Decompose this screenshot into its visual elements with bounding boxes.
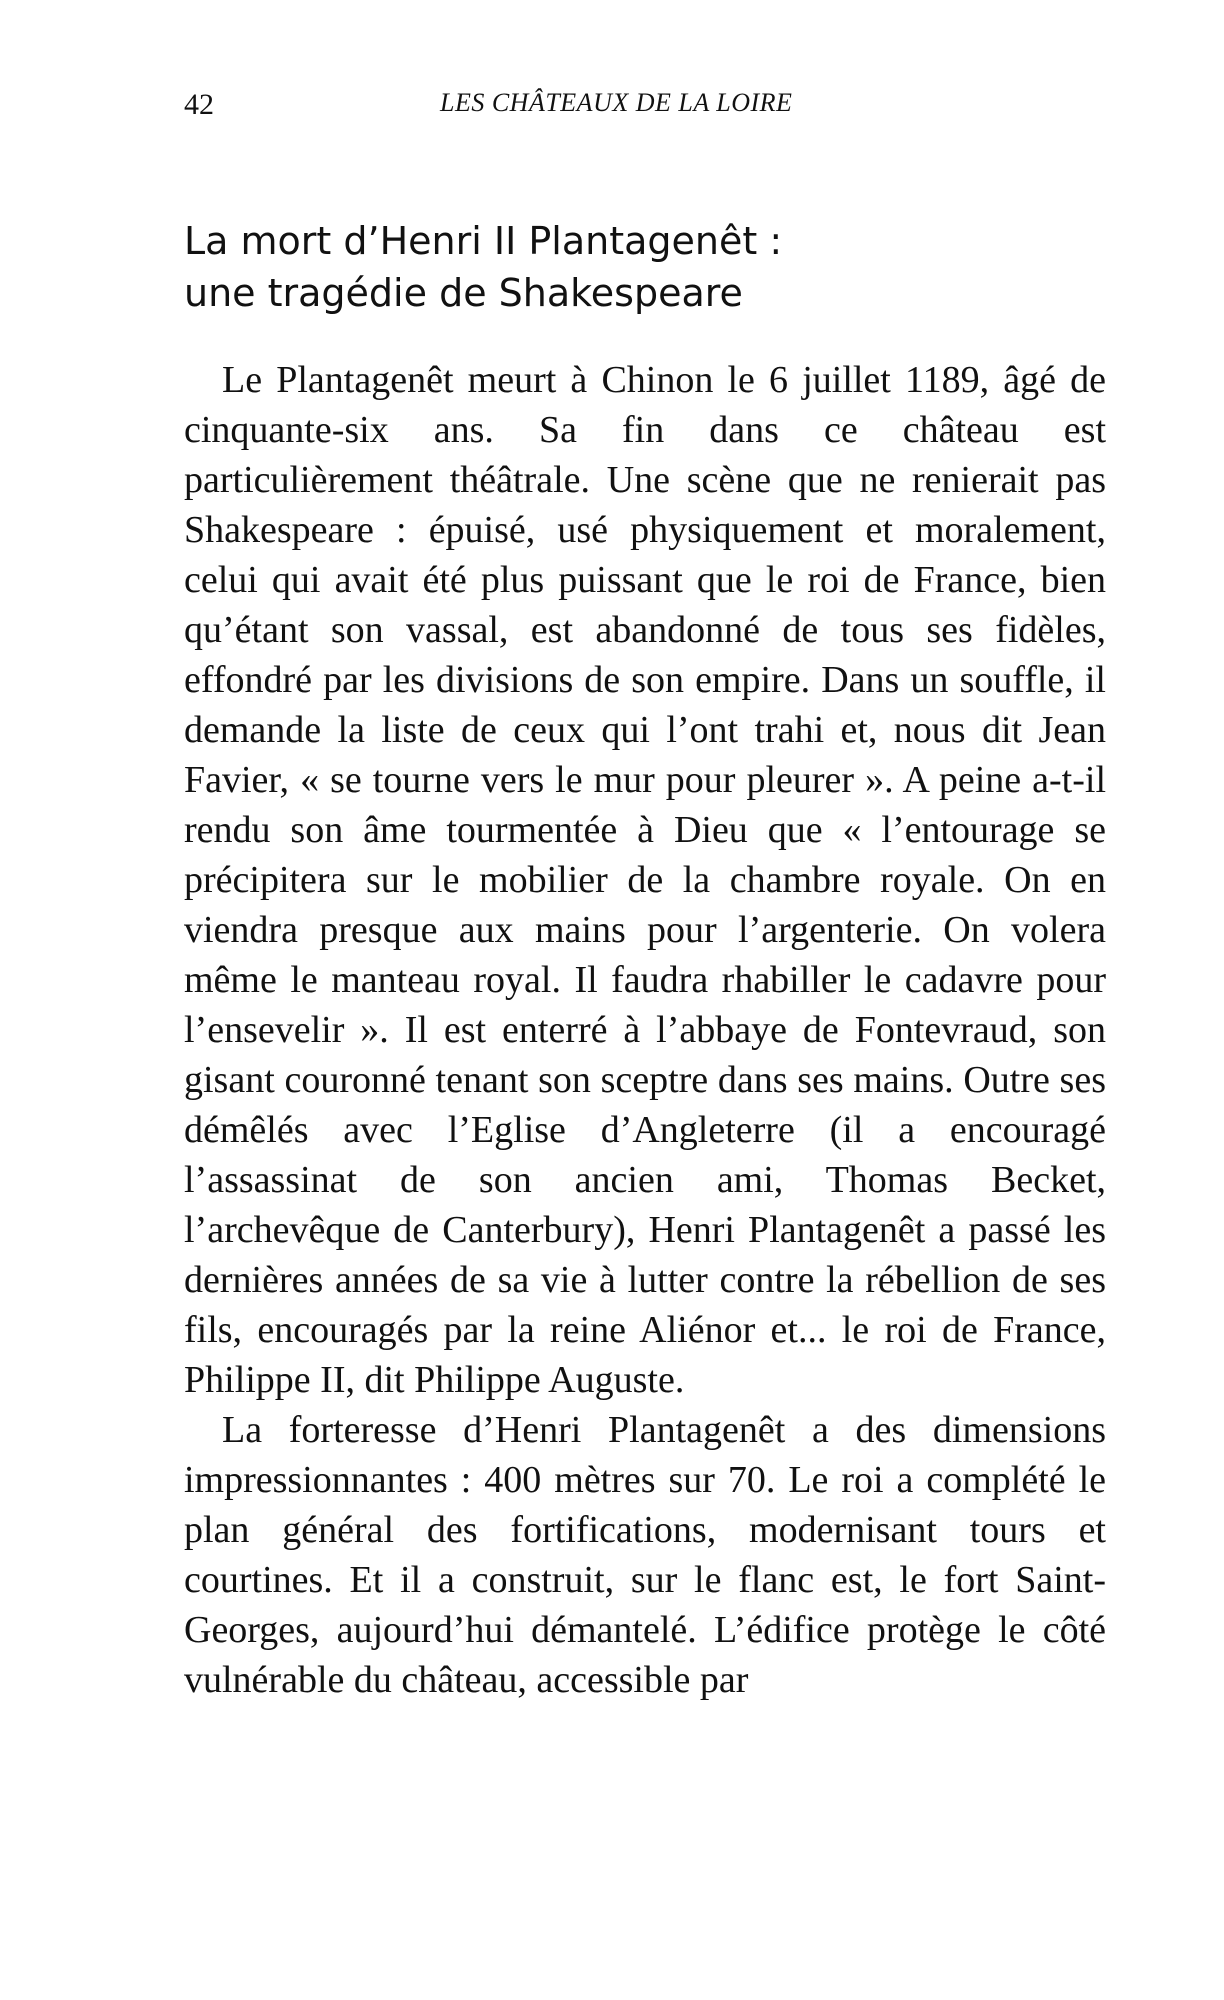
paragraph: Le Plantagenêt meurt à Chinon le 6 juillet 1189, âgé de cinquante-six ans. Sa fin dans ce château est particulièrement théâtrale. Une scène que ne renierait pas Shakespeare : épuisé, usé physiquement et moralement, celui qui avait été plus puissant que le roi de France, bien qu’étant son vassal, est abandonné de tous ses fidèles, effondré par les divisions de son empire. Dans un souffle, il demande la liste de ceux qui l’ont trahi et, nous dit Jean Favier, « se tourne vers le mur pour pleurer ». A peine a-t-il rendu son âme tourmentée à Dieu que « l’entourage se précipitera sur le mobilier de la chambre royale. On en viendra presque aux mains pour l’argenterie. On volera même le manteau royal. Il faudra rhabiller le cadavre pour l’ensevelir ». Il est enterré à l’abbaye de Fontevraud, son gisant couronné tenant son sceptre dans ses mains. Outre ses démêlés avec l’Eglise d’Angleterre (il a encouragé l’assassinat de son ancien ami, Thomas Becket, l’archevêque de Canterbury), Henri Plantagenêt a passé les dernières années de sa vie à lutter contre la rébellion de ses fils, encouragés par la reine Aliénor et... le roi de France, Philippe II, dit Philippe Auguste. [184, 359, 1106, 1401]
chapter-title-line-1: La mort d’Henri II Plantagenêt : [184, 219, 783, 263]
body-text [184, 355, 1106, 1705]
paragraph: La forteresse d’Henri Plantagenêt a des dimensions impressionnantes : 400 mètres sur 70. Le roi a complété le plan général des fortifications, modernisant tours et courtines. Et il a construit, sur le flanc est, le fort Saint-Georges, aujourd’hui démantelé. L’édifice protège le côté vulnérable du château, accessible par [184, 1409, 1106, 1701]
running-title: LES CHÂTEAUX DE LA LOIRE [440, 88, 793, 117]
chapter-title [184, 215, 1064, 319]
page-number: 42 [184, 88, 214, 121]
chapter-title-line-2: une tragédie de Shakespeare [184, 271, 743, 315]
page-header [184, 88, 1044, 138]
